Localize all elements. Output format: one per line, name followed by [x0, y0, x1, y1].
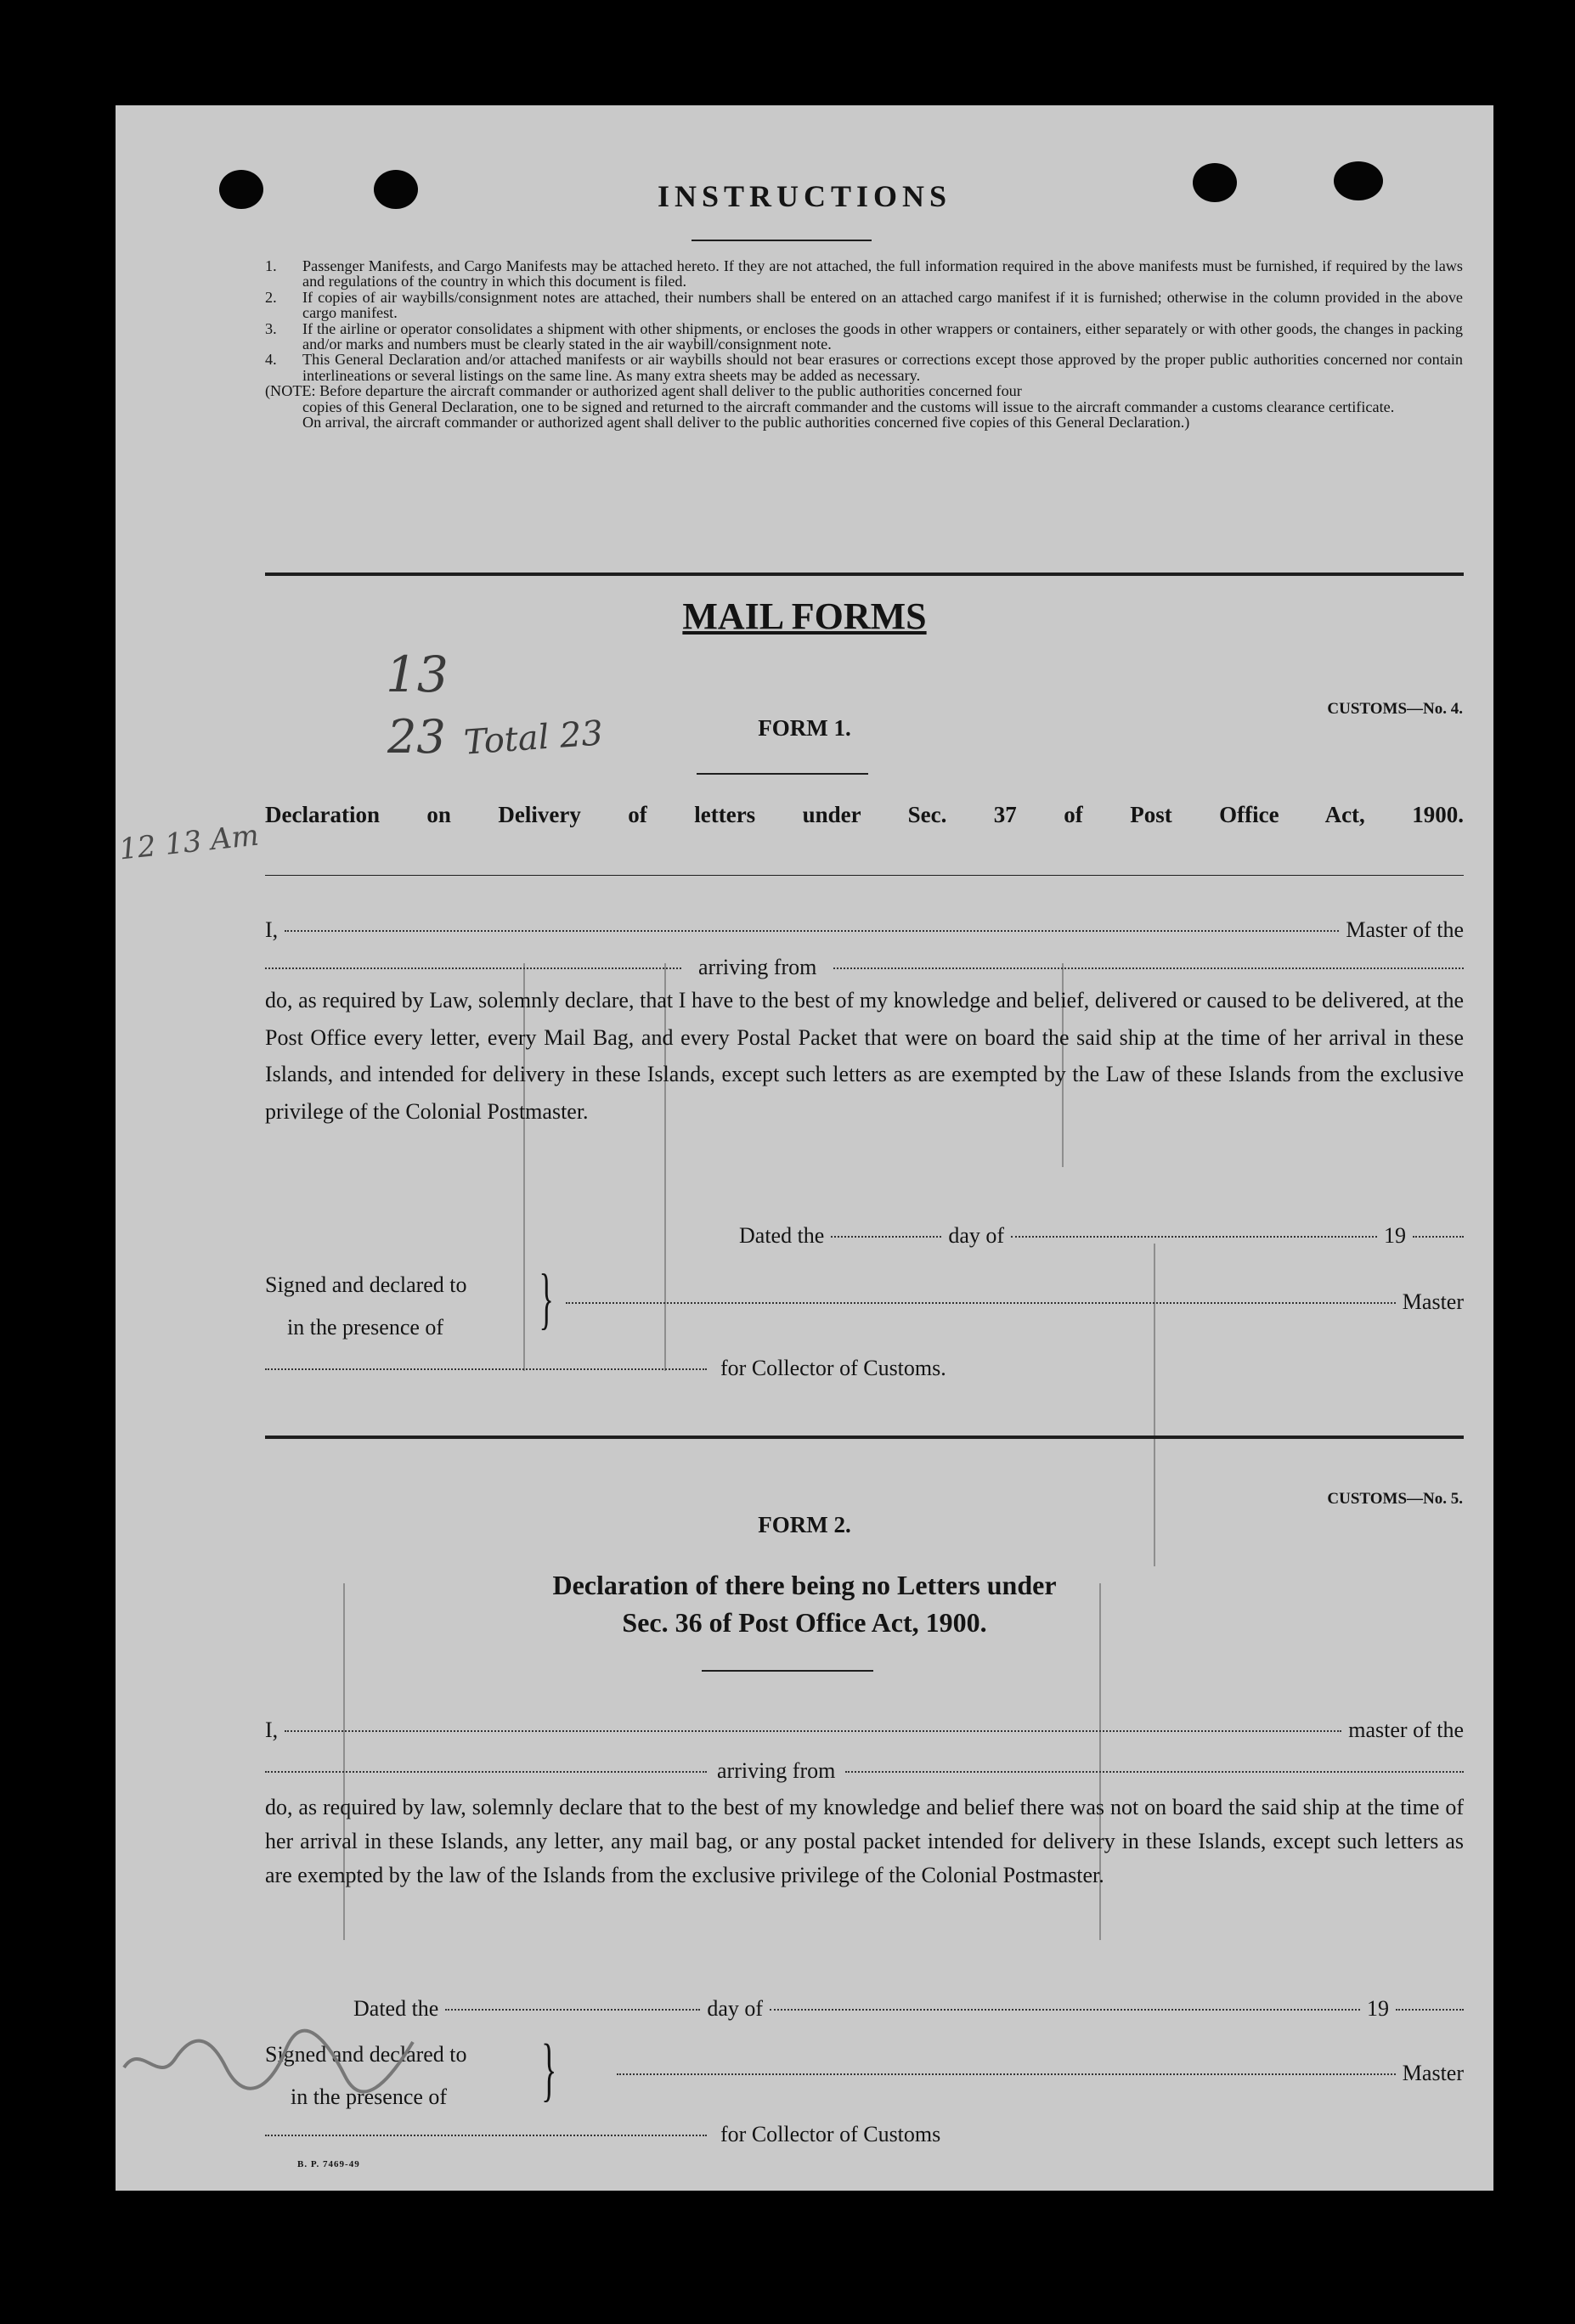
form2-signed-label: Signed and declared to in the presence of — [265, 2042, 467, 2109]
form1-brace: } — [539, 1261, 554, 1336]
form1-arriving-line: arriving from — [265, 955, 1464, 980]
form1-label: FORM 1. — [758, 715, 851, 741]
instructions-note: (NOTE: Before departure the aircraft commander or authorized agent shall deliver to the public authorities concerned four — [265, 382, 1022, 400]
form2-title-rule — [702, 1670, 873, 1672]
instruction-item: 4. This General Declaration and/or attached manifests or air waybills should not bear erasures or corrections except those approved by the proper public authorities concerned nor contain interlineations or several listings on the same line. As many extra sheets may be added as necessary. — [265, 351, 1463, 384]
form1-master-line: I, Master of the — [265, 917, 1464, 942]
form2-declaration-title: Declaration of there being no Letters under Sec. 36 of Post Office Act, 1900. — [552, 1570, 1057, 1638]
form1-label-rule — [697, 773, 868, 775]
form2-arriving-field[interactable] — [845, 1771, 1464, 1773]
instructions-note-arrival: On arrival, the aircraft commander or authorized agent shall deliver to the public authorities concerned five copies of this General Declaration.) — [302, 414, 1190, 432]
handwritten-tally: 13 — [386, 646, 449, 703]
form2-dated-line: Dated the day of 19 — [353, 1996, 1464, 2022]
form1-ship-field[interactable] — [265, 967, 681, 969]
form2-name-field[interactable] — [285, 1730, 1341, 1732]
handwritten-note: 12 13 Am — [117, 818, 261, 867]
form1-signed-label: Signed and declared to in the presence of — [265, 1272, 467, 1340]
form2-paragraph: do, as required by law, solemnly declare that to the best of my knowledge and belief there was not on board the said ship at the time of her arrival in these Islands, any letter, any mail bag, or any postal packet intended for delivery in these Islands, except such letters as are exempted by the law of the Islands from the exclusive privilege of the Colonial Postmaster. — [265, 1795, 1464, 1887]
handwritten-tally: 23 — [387, 710, 446, 764]
instructions-list — [265, 258, 1463, 430]
instructions-note-cont: copies of this General Declaration, one to be signed and returned to the aircraft commander and the customs will issue to the aircraft commander a customs clearance certificate. — [302, 398, 1395, 415]
form1-collector-line: for Collector of Customs. — [265, 1356, 1115, 1381]
form1-arriving-field[interactable] — [833, 967, 1464, 969]
form1-declaration-rule — [265, 875, 1464, 876]
form2-label: FORM 2. — [758, 1512, 851, 1537]
form1-year-field[interactable] — [1413, 1236, 1464, 1238]
instruction-item: 1. Passenger Manifests, and Cargo Manifests may be attached hereto. If they are not attached, the full information required in the above manifests must be furnished, if required by the laws and regulations of the country in which this document is filed. — [265, 257, 1463, 290]
mail-forms-title: MAIL FORMS — [682, 595, 927, 637]
form1-declaration-title: Declaration on Delivery of letters under Sec. 37 of Post Office Act, 1900. — [265, 802, 1464, 827]
form2-day-field[interactable] — [445, 2009, 700, 2011]
handwritten-signature — [116, 2008, 447, 2110]
instructions-title: INSTRUCTIONS — [657, 179, 952, 213]
form1-paragraph: do, as required by Law, solemnly declare, that I have to the best of my knowledge and belief, delivered or caused to be delivered, at the Post Office every letter, every Mail Bag, and every Postal Packet that were on board the said ship at the time of her arrival in these Islands, and intended for delivery in these Islands, except such letters as are exempted by the Law of these Islands from the exclusive privilege of the Colonial Postmaster. — [265, 988, 1464, 1124]
form2-master-signature-field[interactable] — [617, 2073, 1396, 2075]
form2-customs-number: CUSTOMS—No. 5. — [1327, 1490, 1463, 1508]
form2-master-signature-line: Master — [617, 2061, 1464, 2086]
document-sheet — [116, 105, 1493, 2191]
form-divider — [265, 1436, 1464, 1439]
form1-collector-field[interactable] — [265, 1368, 707, 1370]
form1-dated-line: Dated the day of 19 — [739, 1223, 1464, 1249]
form2-month-field[interactable] — [770, 2009, 1360, 2011]
instruction-item: 2. If copies of air waybills/consignment notes are attached, their numbers shall be entered on an attached cargo manifest if it is furnished; otherwise in the column provided in the above cargo manifest. — [265, 288, 1463, 322]
form2-brace: } — [541, 2030, 557, 2109]
form1-customs-number: CUSTOMS—No. 4. — [1327, 700, 1463, 718]
form1-master-signature-line: Master — [566, 1289, 1464, 1315]
form2-ship-field[interactable] — [265, 1771, 707, 1773]
print-code: B. P. 7469-49 — [297, 2159, 360, 2169]
form2-year-field[interactable] — [1396, 2009, 1464, 2011]
form1-master-signature-field[interactable] — [566, 1302, 1396, 1304]
form2-master-line: I, master of the — [265, 1718, 1464, 1742]
form1-month-field[interactable] — [1011, 1236, 1377, 1238]
form1-name-field[interactable] — [285, 930, 1339, 932]
form1-day-field[interactable] — [831, 1236, 941, 1238]
title-underline — [692, 240, 872, 241]
section-divider — [265, 573, 1464, 576]
form2-collector-line: for Collector of Customs — [265, 2122, 1115, 2147]
form2-arriving-line: arriving from — [265, 1758, 1464, 1784]
instruction-item: 3. If the airline or operator consolidates a shipment with other shipments, or encloses the goods in other wrappers or containers, either separately or with other goods, the changes in packing and/or marks and numbers must be clearly stated in the air waybill/consignment note. — [265, 319, 1463, 353]
form2-collector-field[interactable] — [265, 2135, 707, 2136]
handwritten-note: Total 23 — [462, 714, 605, 763]
